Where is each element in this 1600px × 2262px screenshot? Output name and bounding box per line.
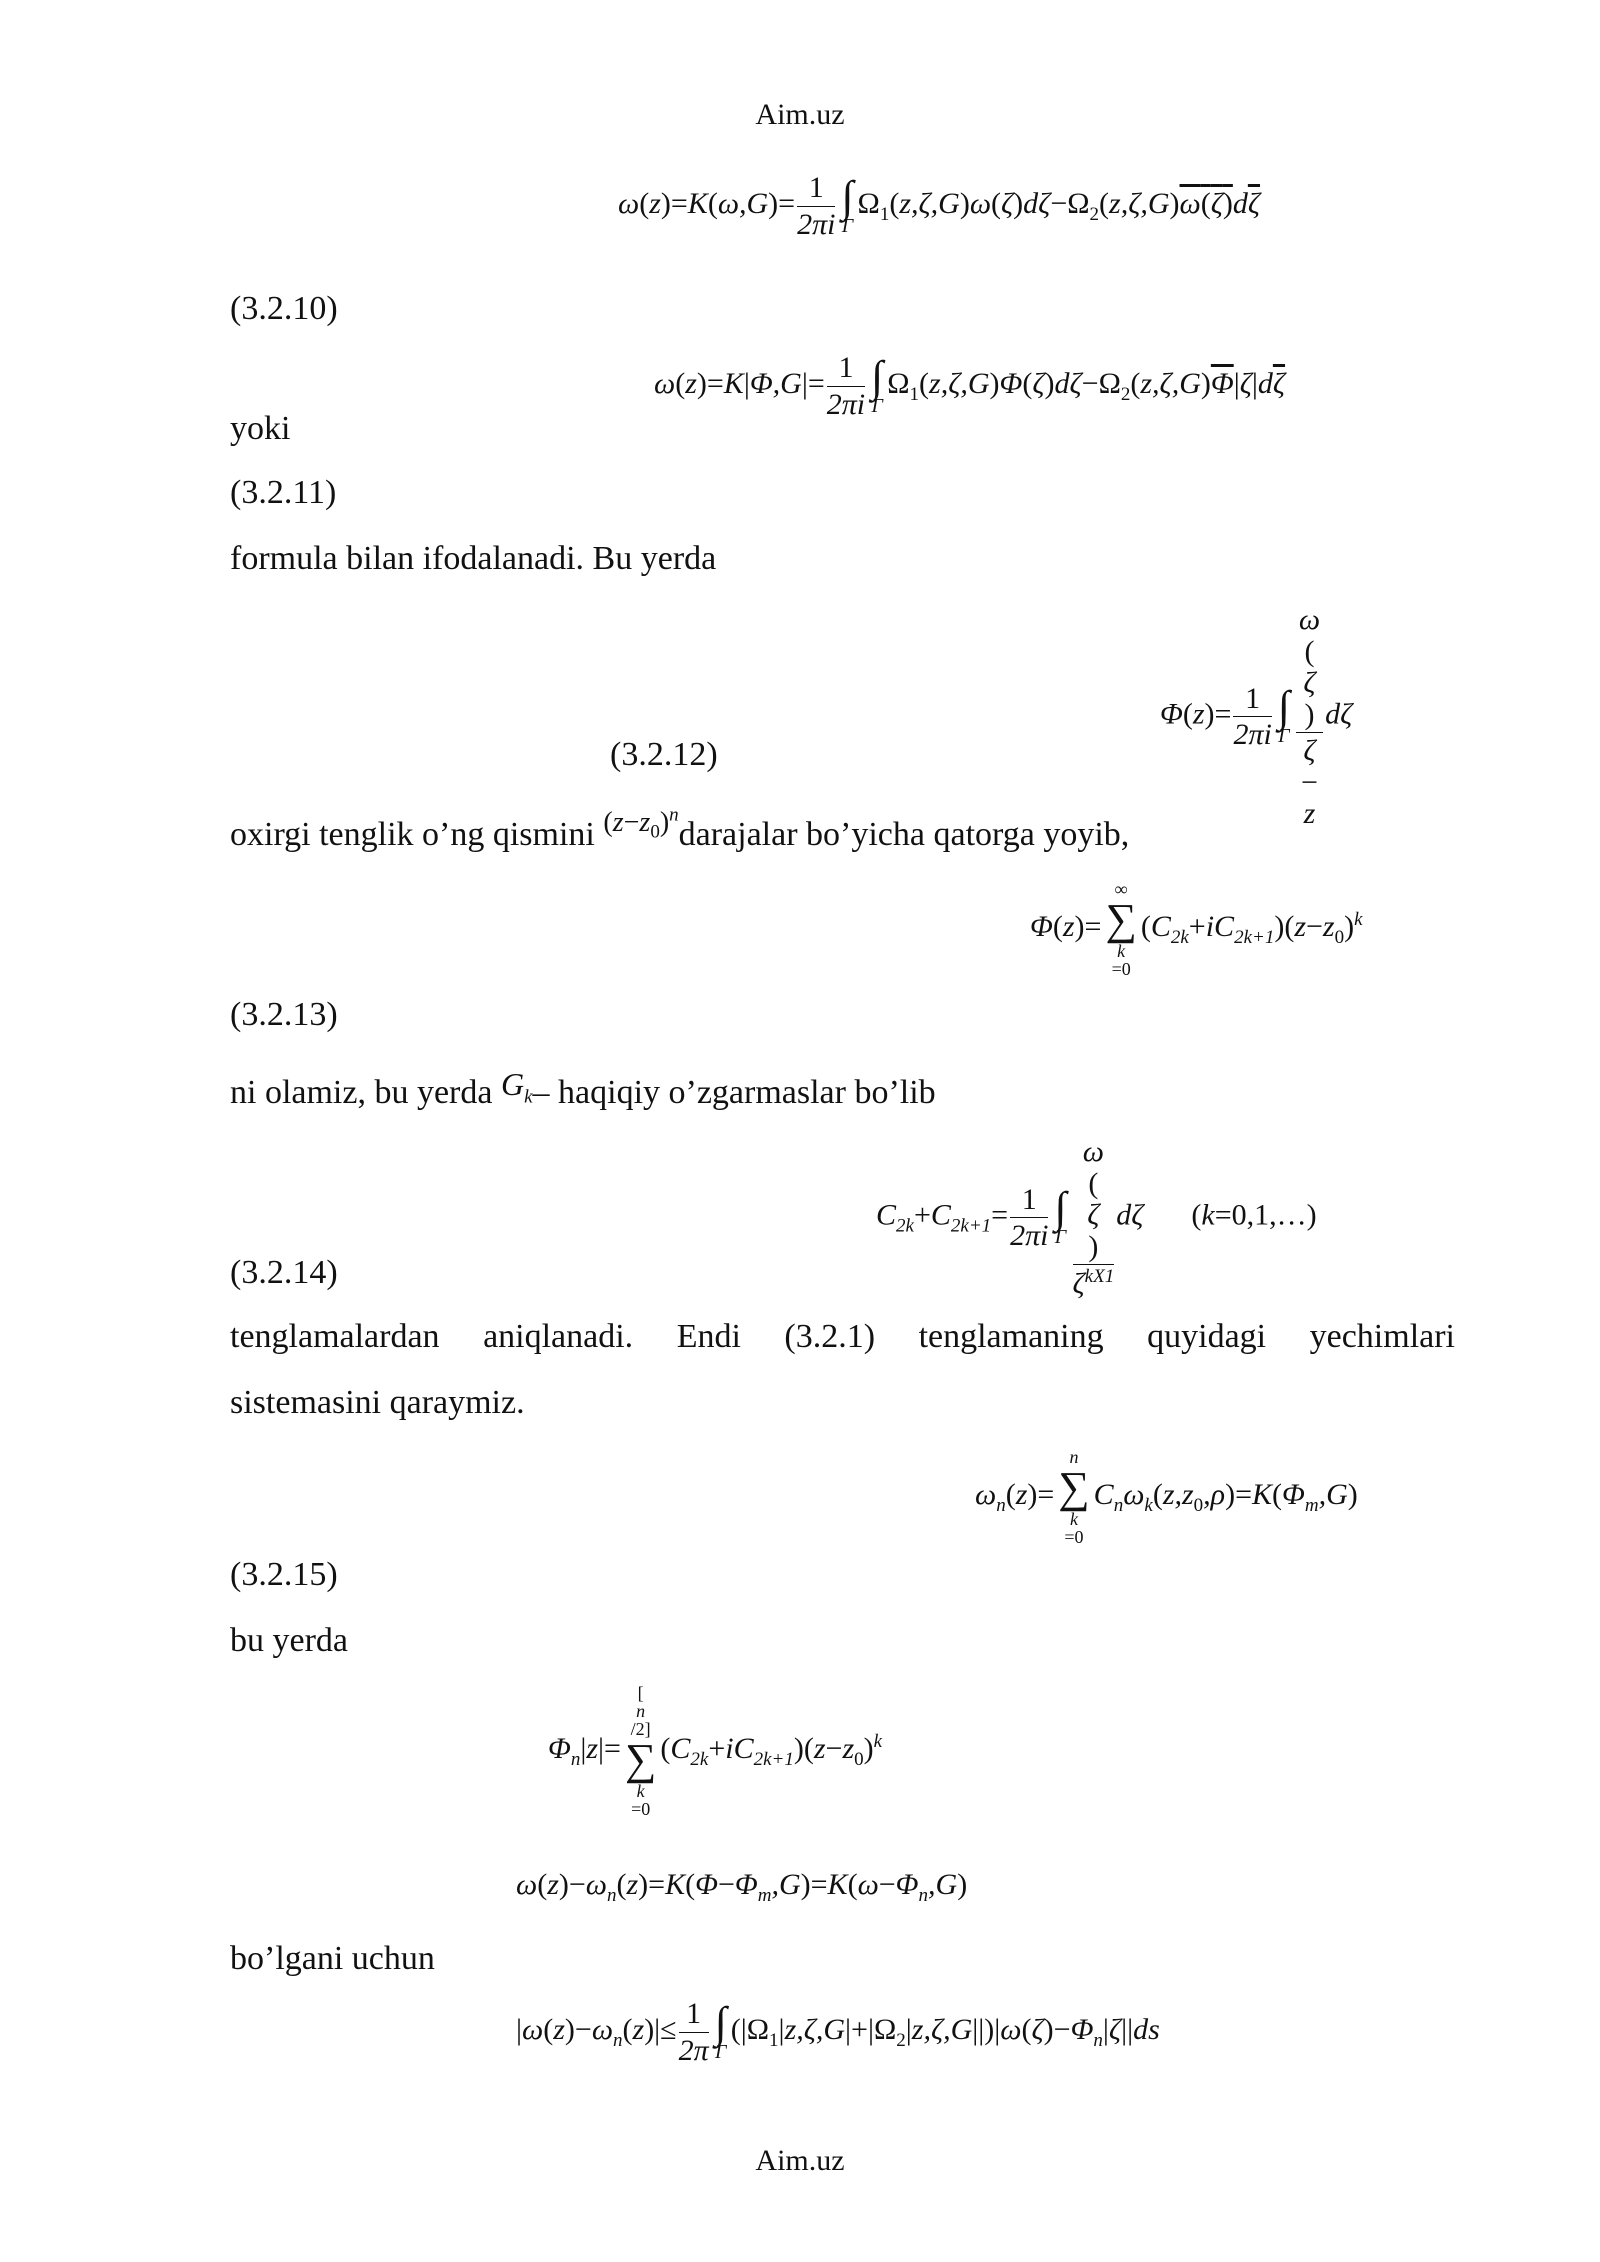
paragraph-formula: formula bilan ifodalanadi. Bu yerda [230, 540, 717, 577]
paragraph-sistemasini: sistemasini qaraymiz. [230, 1384, 525, 1421]
paragraph-tenglamalardan: tenglamalardan aniqlanadi. Endi (3.2.1) tenglamaning quyidagi yechimlari [230, 1318, 1455, 1355]
equation-3-2-14: $C_{2k}+C_{2k+1}=$ $\frac{1}{2\pi i}$ ∫ Γ ω ( ζ ) $\zeta^{kX1}$ dζ (k=0,1,…) [876, 1135, 1317, 1300]
equation-3-2-13: Φ(z)= ∞ ∑ k =0 $(C_{2k}+iC_{2k+1})(z-z_0)^k$ [1030, 879, 1363, 979]
label-3-2-12: (3.2.12) [610, 736, 718, 773]
equation-3-2-15: $\omega_n(z)=$ n ∑ k =0 $C_n\omega_k(z,z_0,\rho)=K(\Phi_m,G)$ [975, 1447, 1358, 1547]
text-yoki: yoki [230, 410, 291, 447]
equation-difference: $\omega(z)-\omega_n(z)=K(\Phi-\Phi_m,G)=K(\omega-\Phi_n,G)$ [516, 1868, 968, 1906]
text-bolgani-uchun: bo’lgani uchun [230, 1940, 435, 1977]
text-bu-yerda: bu yerda [230, 1622, 349, 1659]
equation-inequality: $|\omega(z)-\omega_n(z)|\le$ $\frac{1}{2\pi}$ ∫ Γ $(|\Omega_1|z,\zeta,G|+|\Omega_2|z,\zeta,G||)|\omega(\zeta)-\Phi_n|\zeta||ds$ [516, 1997, 1160, 2067]
paragraph-ni-olamiz [230, 1066, 936, 1116]
label-3-2-10: (3.2.10) [230, 290, 338, 327]
label-3-2-13: (3.2.13) [230, 996, 338, 1033]
equation-3-2-11: ω(z)=K|Φ,G|= $\frac{1}{2\pi i}$ ∫ Γ $\Omega_1(z,\zeta,G)\Phi(\zeta)d\zeta-\Omega_2(z,\zeta,G)\overline{\Phi}|\zeta|d\overline{\zeta}$ [654, 351, 1286, 421]
oxirgi-text-a: oxirgi tenglik o’ng qismini [230, 816, 595, 853]
label-3-2-14: (3.2.14) [230, 1254, 338, 1291]
equation-phi-n: $\Phi_n|z|=$ [ n /2] ∑ k =0 $(C_{2k}+iC_{2k+1})(z-z_0)^k$ [548, 1683, 883, 1819]
equation-3-2-10: ω(z)=K(ω,G)= $\frac{1}{2\pi i}$ ∫ Γ $\Omega_1(z,\zeta,G)\omega(\zeta)d\zeta-\Omega_2(z,\zeta,G)\omega(\zeta)d\overline{\zeta}$ [618, 171, 1261, 241]
label-3-2-15: (3.2.15) [230, 1556, 338, 1593]
label-3-2-11: (3.2.11) [230, 474, 337, 511]
equation-3-2-12: Φ(z)= $\frac{1}{2\pi i}$ ∫ Γ ω ( ζ ) ζ − z dζ [1160, 603, 1353, 830]
ni-olamiz-text-a: ni olamiz, bu yerda [230, 1074, 493, 1111]
ni-olamiz-text-b: – haqiqiy o’zgarmaslar bo’lib [532, 1074, 936, 1111]
paragraph-oxirgi [230, 804, 1130, 858]
page-header: Aim.uz [755, 98, 845, 131]
inline-z-z0-n: (z−z0)n [603, 804, 679, 843]
oxirgi-text-b: darajalar bo’yicha qatorga yoyib, [678, 816, 1130, 853]
page-footer: Aim.uz [755, 2144, 845, 2177]
inline-g-k: $G_k$ [500, 1066, 533, 1108]
